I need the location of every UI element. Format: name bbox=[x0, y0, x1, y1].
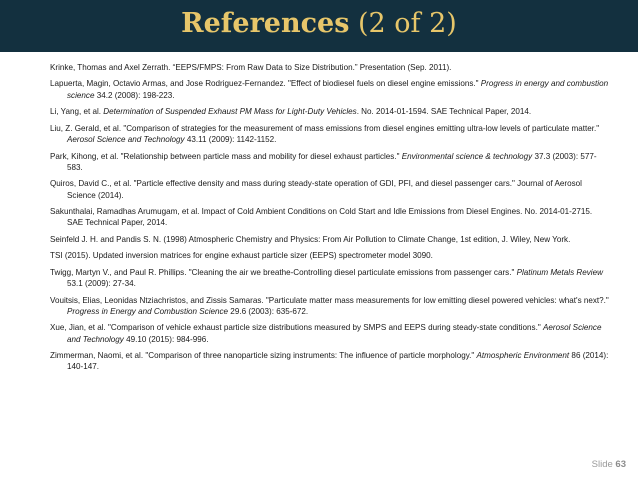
reference-source: Determination of Suspended Exhaust PM Mass for Light-Duty Vehicles bbox=[103, 107, 357, 117]
reference-text: Zimmerman, Naomi, et al. "Comparison of three nanoparticle sizing instruments: The influence of particle morphology." bbox=[50, 351, 477, 361]
reference-item bbox=[50, 322, 610, 345]
reference-source: Environmental science & technology bbox=[401, 151, 533, 161]
reference-text: Quiros, David C., et al. "Particle effective density and mass during steady-state operation of GDI, PFI, and diesel passenger cars." Journal of Aerosol Science (2014). bbox=[50, 179, 582, 200]
reference-source: Progress in energy and combustion science bbox=[67, 79, 609, 100]
reference-item bbox=[50, 250, 610, 261]
reference-text: Sakunthalai, Ramadhas Arumugam, et al. Impact of Cold Ambient Conditions on Cold Start and Idle Emissions from Diesel Engines. No. 2014-01-2715. SAE Technical Paper, 2014. bbox=[50, 207, 593, 228]
reference-details: 49.10 (2015): 984-996. bbox=[123, 334, 209, 344]
reference-details: 37.3 (2003): 577-583. bbox=[67, 151, 597, 172]
reference-source: Aerosol Science and Technology bbox=[67, 323, 602, 344]
slide-title-page-count: (2 of 2) bbox=[349, 8, 457, 39]
reference-source: Aerosol Science and Technology bbox=[67, 135, 185, 145]
reference-text: Vouitsis, Elias, Leonidas Ntziachristos, and Zissis Samaras. "Particulate matter mass measurements for low emitting diesel powered vehicles: what's next?." bbox=[50, 295, 609, 305]
reference-item bbox=[50, 78, 610, 101]
reference-text: Krinke, Thomas and Axel Zerrath. “EEPS/FMPS: From Raw Data to Size Distribution.” Presentation (Sep. 2011). bbox=[50, 63, 452, 72]
slide-number-label: Slide bbox=[591, 459, 616, 470]
reference-text: Xue, Jian, et al. "Comparison of vehicle exhaust particle size distributions measured by SMPS and EEPS during steady-state conditions." bbox=[50, 323, 543, 333]
reference-source: Progress in Energy and Combustion Science bbox=[67, 306, 229, 316]
reference-details: 34.2 (2008): 198-223. bbox=[94, 90, 175, 100]
reference-list bbox=[50, 62, 610, 378]
reference-details: 43.11 (2009): 1142-1152. bbox=[184, 135, 277, 145]
reference-details: 53.1 (2009): 27-34. bbox=[67, 279, 136, 289]
reference-item bbox=[50, 295, 610, 318]
reference-item bbox=[50, 62, 610, 73]
reference-details: 29.6 (2003): 635-672. bbox=[228, 306, 309, 316]
slide-number bbox=[592, 459, 626, 470]
reference-item bbox=[50, 178, 610, 201]
reference-item bbox=[50, 206, 610, 229]
slide-title-main: References bbox=[181, 8, 350, 39]
reference-item bbox=[50, 267, 610, 290]
reference-source: Atmospheric Environment bbox=[476, 351, 570, 361]
slide-number-value: 63 bbox=[615, 459, 626, 470]
reference-text: TSI (2015). Updated inversion matrices for engine exhaust particle sizer (EEPS) spectrometer model 3090. bbox=[50, 251, 433, 261]
reference-item bbox=[50, 151, 610, 174]
reference-text: Seinfeld J. H. and Pandis S. N. (1998) Atmospheric Chemistry and Physics: From Air Pollution to Climate Change, 1st edition, J. Wiley, New York. bbox=[50, 234, 571, 244]
reference-text: Liu, Z. Gerald, et al. "Comparison of strategies for the measurement of mass emissions from diesel engines emitting ultra-low levels of particulate matter." bbox=[50, 123, 600, 133]
reference-source: Platinum Metals Review bbox=[516, 267, 603, 277]
reference-text: Twigg, Martyn V., and Paul R. Phillips. "Cleaning the air we breathe-Controlling diesel particulate emissions from passenger cars." bbox=[50, 267, 517, 277]
reference-text: Li, Yang, et al. bbox=[50, 107, 104, 117]
reference-item bbox=[50, 123, 610, 146]
reference-text: Lapuerta, Magin, Octavio Armas, and Jose Rodriguez-Fernandez. "Effect of biodiesel fuels on diesel engine emissions." bbox=[50, 79, 481, 89]
reference-item bbox=[50, 234, 610, 245]
title-bar bbox=[0, 0, 638, 52]
reference-item bbox=[50, 106, 610, 117]
slide-title bbox=[181, 5, 457, 43]
reference-text: Park, Kihong, et al. "Relationship between particle mass and mobility for diesel exhaust particles." bbox=[50, 151, 402, 161]
reference-item bbox=[50, 350, 610, 373]
reference-details: . No. 2014-01-1594. SAE Technical Paper, 2014. bbox=[356, 107, 532, 117]
reference-details: 86 (2014): 140-147. bbox=[67, 351, 609, 372]
